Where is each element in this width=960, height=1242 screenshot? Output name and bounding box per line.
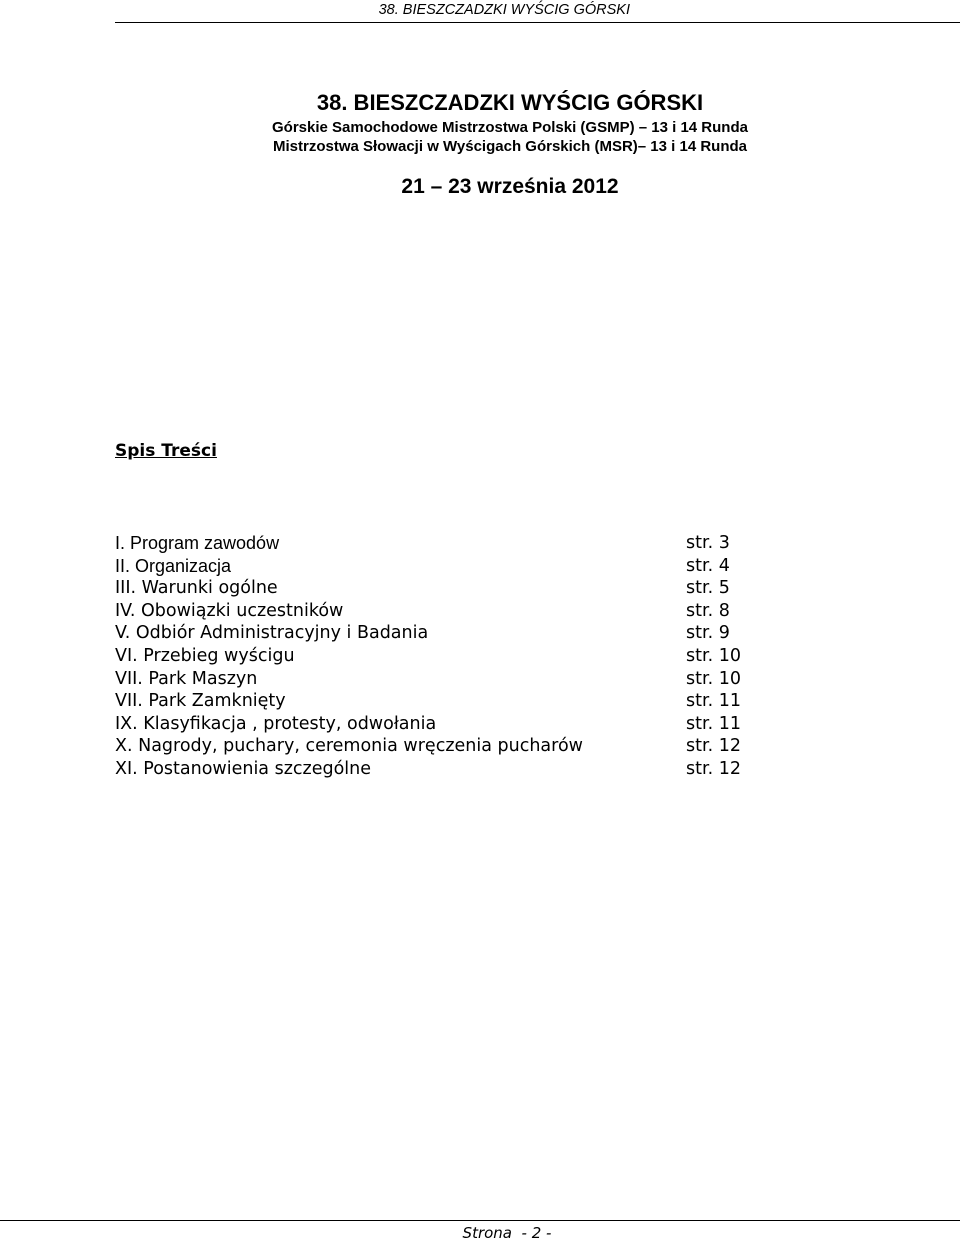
toc-heading: Spis Treści	[115, 441, 217, 461]
toc-entry-label: III. Warunki ogólne	[115, 578, 278, 599]
toc-entry[interactable]	[115, 758, 795, 781]
title-block	[0, 88, 960, 201]
toc-entry[interactable]	[115, 600, 795, 623]
running-header-title: 38. BIESZCZADZKI WYŚCIG GÓRSKI	[378, 2, 630, 18]
toc-entry-label: IX. Klasyfikacja , protesty, odwołania	[115, 713, 437, 734]
toc-entry-label: XI. Postanowienia szczególne	[115, 758, 372, 779]
toc-entry-page: str. 11	[686, 691, 741, 712]
page-number: Strona - 2 -	[462, 1224, 552, 1242]
toc-entry-label: V. Odbiór Administracyjny i Badania	[115, 623, 429, 644]
toc-entry-page: str. 3	[686, 533, 730, 553]
toc-entry-page: str. 10	[686, 668, 741, 689]
toc-entry-page: str. 11	[686, 713, 741, 734]
toc-entry[interactable]	[115, 555, 795, 578]
toc-entry[interactable]	[115, 645, 795, 668]
footer-rule	[0, 1220, 960, 1221]
toc-entry[interactable]	[115, 668, 795, 691]
toc-entry-label: X. Nagrody, puchary, ceremonia wręczenia pucharów	[115, 736, 583, 757]
table-of-contents	[115, 532, 795, 781]
event-dates: 21 – 23 września 2012	[401, 175, 619, 198]
header-rule	[115, 22, 960, 23]
toc-entry-label: VII. Park Zamknięty	[115, 691, 286, 712]
toc-entry[interactable]	[115, 713, 795, 736]
toc-entry-page: str. 12	[686, 736, 741, 757]
toc-entry-label: II. Organizacja	[115, 555, 232, 576]
toc-entry-page: str. 8	[686, 600, 730, 621]
toc-entry-label: I. Program zawodów	[115, 533, 280, 553]
toc-entry-page: str. 9	[686, 623, 730, 644]
toc-entry[interactable]	[115, 577, 795, 600]
toc-entry-label: VI. Przebieg wyścigu	[115, 645, 295, 666]
toc-entry-page: str. 4	[686, 555, 730, 576]
toc-entry[interactable]	[115, 690, 795, 713]
toc-entry-label: VII. Park Maszyn	[115, 668, 258, 689]
toc-entry[interactable]	[115, 532, 795, 555]
subtitle-gsmp: Górskie Samochodowe Mistrzostwa Polski (GSMP) – 13 i 14 Runda	[272, 119, 748, 136]
toc-entry[interactable]	[115, 735, 795, 758]
toc-entry-page: str. 12	[686, 758, 741, 779]
toc-entry[interactable]	[115, 622, 795, 645]
running-header	[0, 0, 960, 24]
toc-entry-page: str. 10	[686, 645, 741, 666]
toc-entry-label: IV. Obowiązki uczestników	[115, 600, 344, 621]
document-title: 38. BIESZCZADZKI WYŚCIG GÓRSKI	[316, 90, 704, 115]
subtitle-msr: Mistrzostwa Słowacji w Wyścigach Górskich (MSR)– 13 i 14 Runda	[272, 138, 748, 155]
toc-entry-page: str. 5	[686, 578, 730, 599]
